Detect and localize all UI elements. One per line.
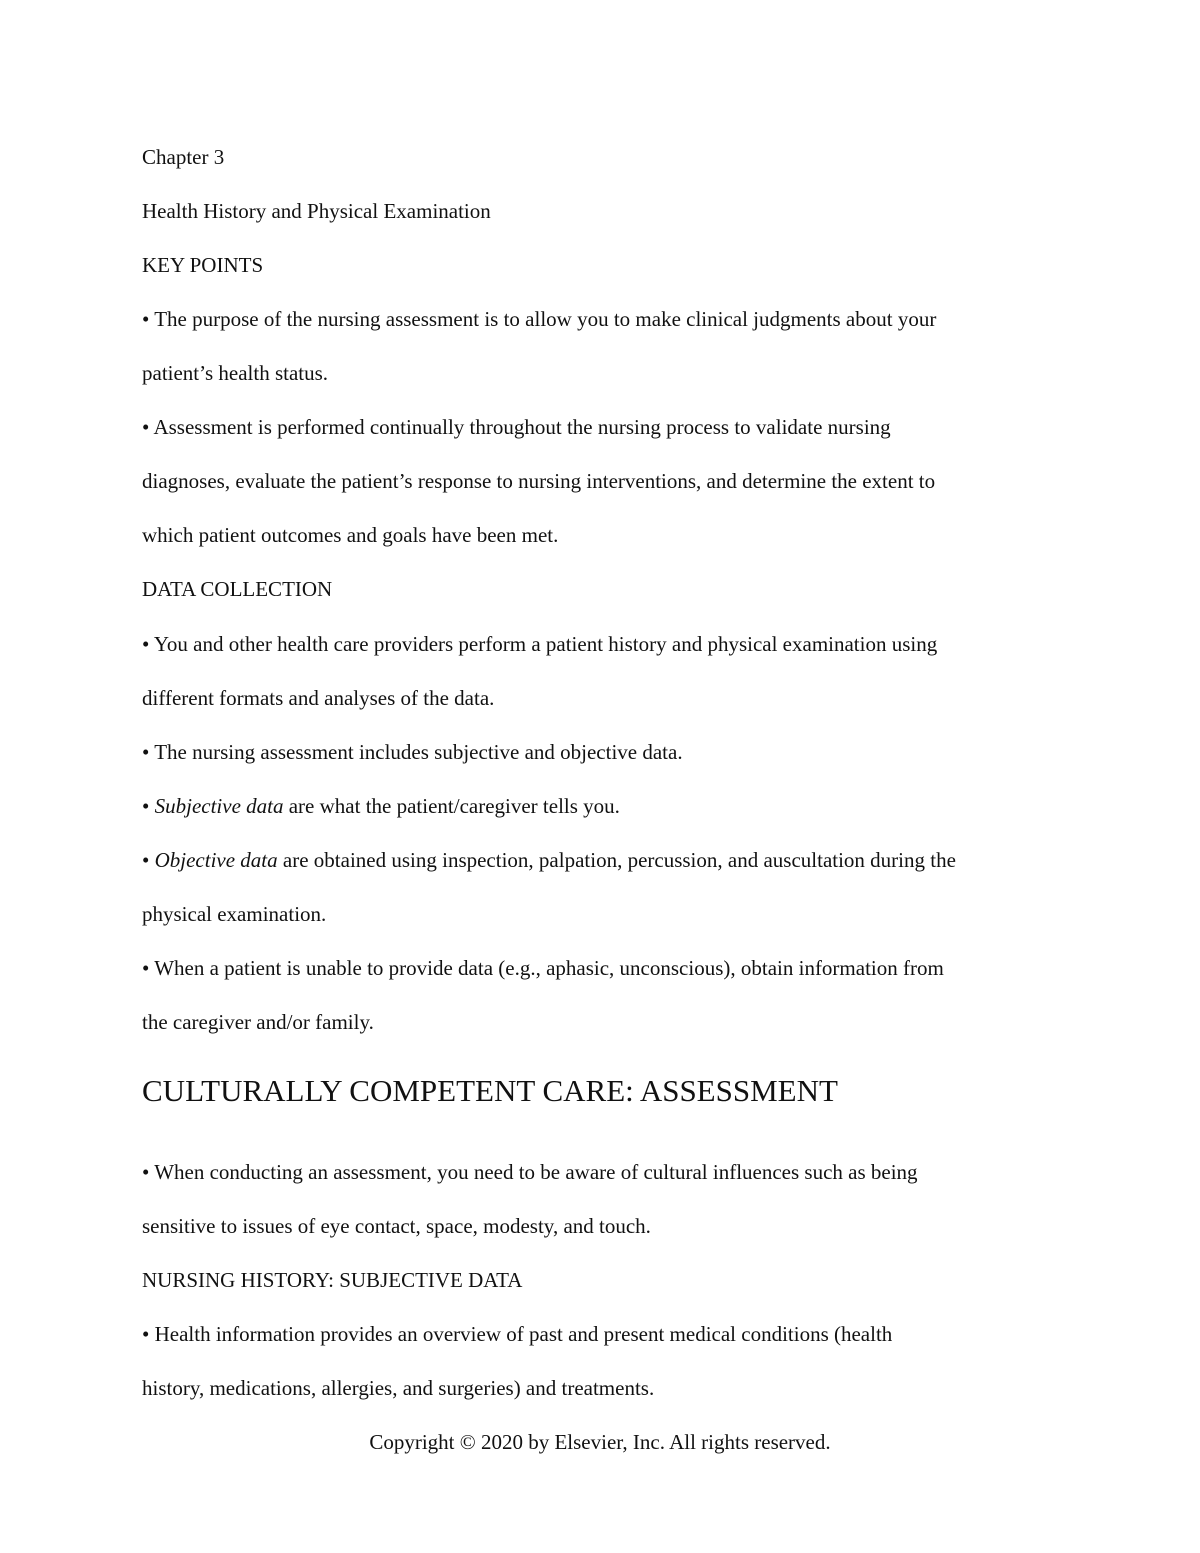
data-collection-line: • You and other health care providers perform a patient history and physical examination using — [142, 632, 938, 656]
cultural-care-line: sensitive to issues of eye contact, space, modesty, and touch. — [142, 1214, 651, 1238]
objective-data-line — [142, 847, 956, 873]
objective-data-term: Objective data — [154, 848, 278, 872]
data-collection-heading: DATA COLLECTION — [142, 577, 333, 601]
bullet: • — [142, 794, 155, 818]
key-points-line: • Assessment is performed continually throughout the nursing process to validate nursing — [142, 415, 891, 439]
subjective-data-text: are what the patient/caregiver tells you. — [283, 794, 620, 818]
subjective-data-line — [142, 793, 620, 819]
data-collection-line: physical examination. — [142, 902, 327, 926]
cultural-care-line: • When conducting an assessment, you need to be aware of cultural influences such as being — [142, 1160, 918, 1184]
key-points-line: diagnoses, evaluate the patient’s response to nursing interventions, and determine the extent to — [142, 469, 936, 493]
data-collection-line: • The nursing assessment includes subjective and objective data. — [142, 740, 683, 764]
data-collection-line: different formats and analyses of the data. — [142, 686, 495, 710]
bullet: • — [142, 848, 155, 872]
data-collection-line: • When a patient is unable to provide data (e.g., aphasic, unconscious), obtain information from — [142, 956, 944, 980]
chapter-label: Chapter 3 — [142, 145, 225, 169]
nursing-history-heading: NURSING HISTORY: SUBJECTIVE DATA — [142, 1268, 523, 1292]
nursing-history-line: history, medications, allergies, and surgeries) and treatments. — [142, 1376, 655, 1400]
objective-data-text: are obtained using inspection, palpation, percussion, and auscultation during the — [277, 848, 956, 872]
nursing-history-line: • Health information provides an overview of past and present medical conditions (health — [142, 1322, 893, 1346]
key-points-line: patient’s health status. — [142, 361, 329, 385]
subjective-data-term: Subjective data — [154, 794, 284, 818]
copyright-footer: Copyright © 2020 by Elsevier, Inc. All rights reserved. — [369, 1430, 831, 1454]
cultural-care-heading: CULTURALLY COMPETENT CARE: ASSESSMENT — [142, 1073, 838, 1108]
key-points-heading: KEY POINTS — [142, 253, 264, 277]
key-points-line: which patient outcomes and goals have been met. — [142, 523, 559, 547]
data-collection-line: the caregiver and/or family. — [142, 1010, 374, 1034]
key-points-line: • The purpose of the nursing assessment is to allow you to make clinical judgments about your — [142, 307, 937, 331]
document-title: Health History and Physical Examination — [142, 199, 491, 223]
